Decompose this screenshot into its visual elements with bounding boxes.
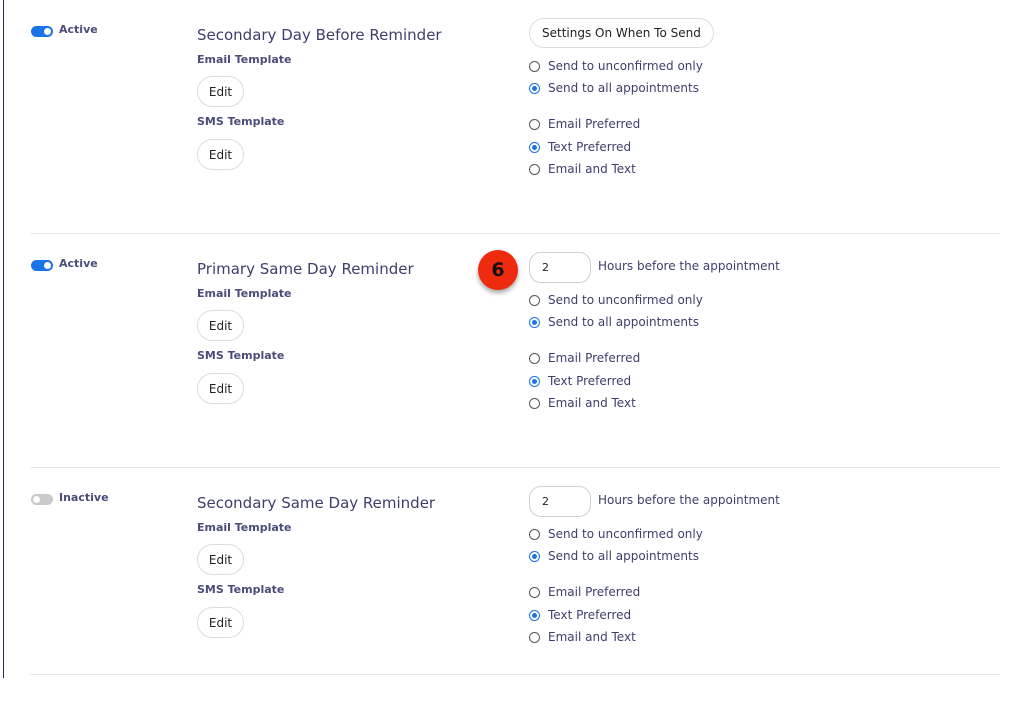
radio-icon	[529, 551, 540, 562]
edit-sms-template-button[interactable]: Edit	[197, 607, 244, 638]
radio-icon	[529, 632, 540, 643]
radio-label: Text Preferred	[548, 608, 632, 622]
active-toggle[interactable]	[31, 260, 53, 271]
radio-label: Email Preferred	[548, 585, 641, 599]
radio-icon	[529, 164, 540, 175]
status-label: Inactive	[59, 491, 109, 504]
status-label: Active	[59, 23, 98, 36]
channel-option-radio[interactable]	[529, 608, 631, 622]
sms-template-label: SMS Template	[197, 115, 285, 128]
radio-icon	[529, 119, 540, 130]
send-option-radio[interactable]	[529, 315, 699, 329]
reminder-section	[0, 468, 1025, 702]
send-option-radio[interactable]	[529, 527, 703, 541]
reminder-title: Secondary Same Day Reminder	[197, 494, 436, 512]
channel-option-radio[interactable]	[529, 374, 631, 388]
channel-option-radio[interactable]	[529, 630, 636, 644]
radio-label: Text Preferred	[548, 374, 632, 388]
radio-icon	[529, 376, 540, 387]
hours-label: Hours before the appointment	[598, 259, 780, 273]
hours-input[interactable]	[529, 486, 591, 517]
radio-label: Send to unconfirmed only	[548, 59, 703, 73]
email-template-label: Email Template	[197, 521, 292, 534]
settings-when-to-send-button[interactable]: Settings On When To Send	[529, 18, 714, 48]
active-toggle[interactable]	[31, 26, 53, 37]
channel-option-radio[interactable]	[529, 140, 631, 154]
step-badge: 6	[478, 250, 518, 290]
hours-input[interactable]	[529, 252, 591, 283]
email-template-label: Email Template	[197, 287, 292, 300]
channel-option-radio[interactable]	[529, 117, 640, 131]
radio-icon	[529, 295, 540, 306]
section-divider	[30, 674, 1000, 675]
radio-icon	[529, 61, 540, 72]
radio-label: Email and Text	[548, 396, 636, 410]
radio-label: Send to all appointments	[548, 549, 699, 563]
reminder-section	[0, 0, 1025, 234]
hours-label: Hours before the appointment	[598, 493, 780, 507]
reminder-title: Secondary Day Before Reminder	[197, 26, 442, 44]
active-toggle[interactable]	[31, 494, 53, 505]
radio-label: Send to all appointments	[548, 315, 699, 329]
sms-template-label: SMS Template	[197, 583, 285, 596]
edit-email-template-button[interactable]: Edit	[197, 76, 244, 107]
radio-label: Email and Text	[548, 162, 636, 176]
radio-icon	[529, 83, 540, 94]
edit-sms-template-button[interactable]: Edit	[197, 373, 244, 404]
radio-label: Text Preferred	[548, 140, 632, 154]
reminder-title: Primary Same Day Reminder	[197, 260, 414, 278]
radio-label: Send to unconfirmed only	[548, 527, 703, 541]
radio-icon	[529, 587, 540, 598]
channel-option-radio[interactable]	[529, 396, 636, 410]
radio-icon	[529, 529, 540, 540]
send-option-radio[interactable]	[529, 81, 699, 95]
radio-icon	[529, 398, 540, 409]
radio-label: Email and Text	[548, 630, 636, 644]
radio-icon	[529, 142, 540, 153]
edit-email-template-button[interactable]: Edit	[197, 310, 244, 341]
send-option-radio[interactable]	[529, 59, 703, 73]
send-option-radio[interactable]	[529, 293, 703, 307]
channel-option-radio[interactable]	[529, 162, 636, 176]
edit-sms-template-button[interactable]: Edit	[197, 139, 244, 170]
radio-label: Send to all appointments	[548, 81, 699, 95]
radio-icon	[529, 610, 540, 621]
radio-icon	[529, 317, 540, 328]
channel-option-radio[interactable]	[529, 351, 640, 365]
radio-label: Send to unconfirmed only	[548, 293, 703, 307]
reminder-section	[0, 234, 1025, 468]
edit-email-template-button[interactable]: Edit	[197, 544, 244, 575]
radio-label: Email Preferred	[548, 117, 641, 131]
channel-option-radio[interactable]	[529, 585, 640, 599]
radio-icon	[529, 353, 540, 364]
email-template-label: Email Template	[197, 53, 292, 66]
radio-label: Email Preferred	[548, 351, 641, 365]
send-option-radio[interactable]	[529, 549, 699, 563]
status-label: Active	[59, 257, 98, 270]
sms-template-label: SMS Template	[197, 349, 285, 362]
